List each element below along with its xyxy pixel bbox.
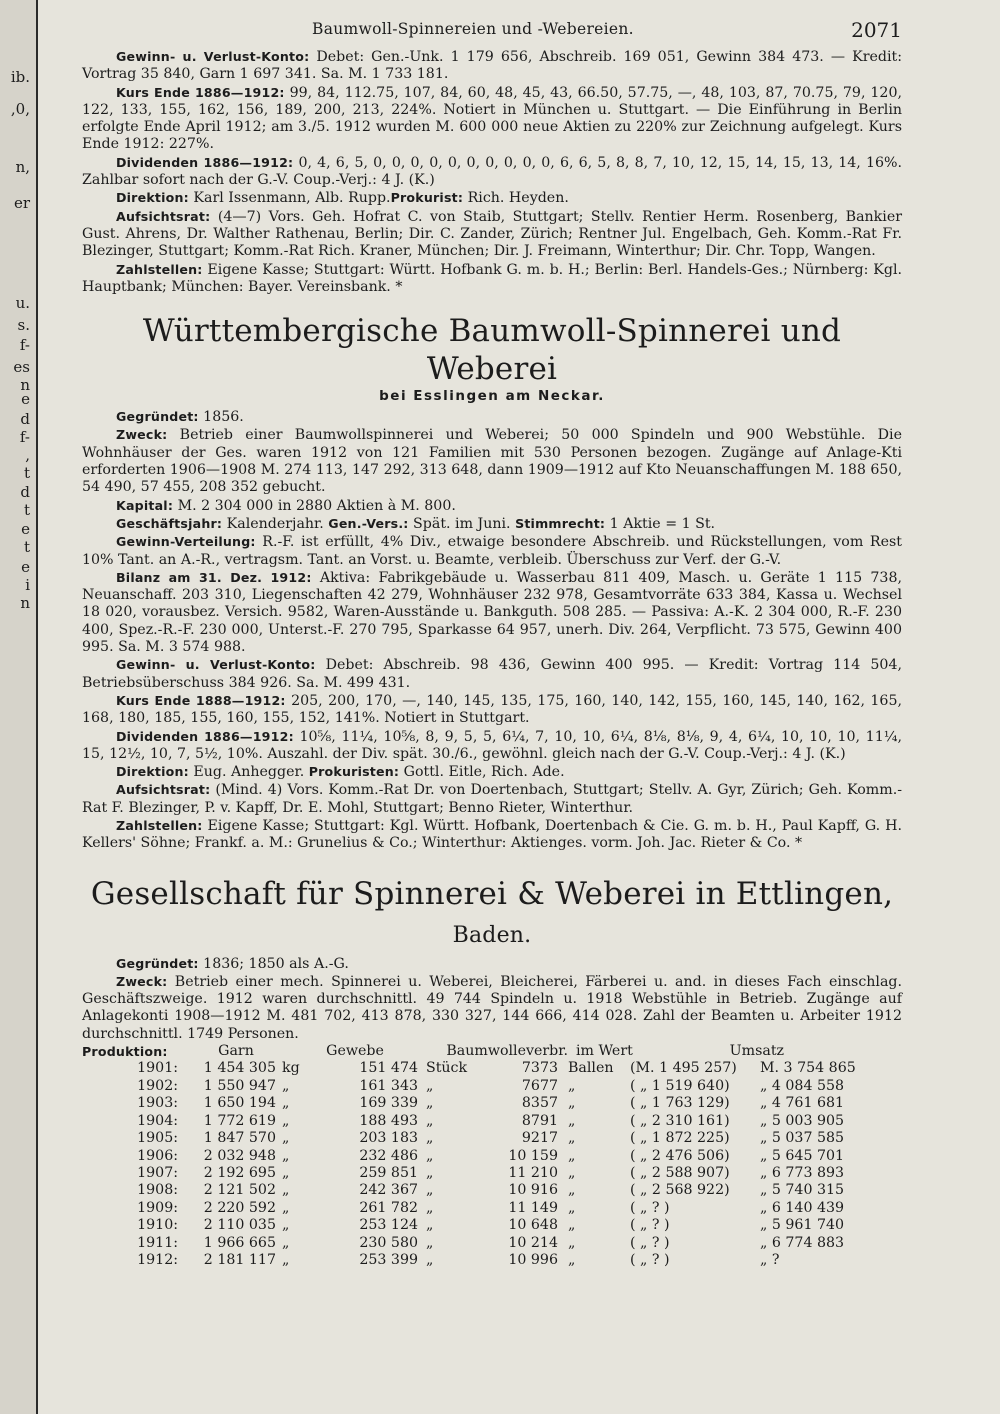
- field-label: Zahlstellen:: [116, 817, 203, 833]
- field-text: Spät. im Juni.: [408, 515, 516, 532]
- field-text: 1 Aktie = 1 St.: [605, 515, 716, 532]
- entry-paragraph: [82, 763, 902, 781]
- entry-paragraph: [82, 728, 902, 764]
- table-cell: M. 3 754 865: [760, 1060, 856, 1077]
- table-cell: 1903:: [137, 1095, 178, 1112]
- table-cell: „: [426, 1147, 434, 1164]
- table-cell: ( „ ? ): [630, 1234, 670, 1251]
- table-cell: 2 220 592: [203, 1199, 276, 1216]
- field-label: Aufsichtsrat:: [116, 782, 211, 798]
- table-cell: 2 192 695: [203, 1164, 276, 1181]
- entry-paragraph: [82, 84, 902, 154]
- table-cell: „: [282, 1199, 290, 1216]
- table-cell: 2 110 035: [203, 1217, 276, 1234]
- field-text: (4—7) Vors. Geh. Hofrat C. von Staib, Stuttgart; Stellv. Rentier Herm. Rosenberg, Bankier Gust. Ahrens, Dr. Walther Rathenau, Berlin; Dir. C. Zander, Zürich; Rentner Jul. Engelbach, Geh. Komm.-Rat Fr. Blezinger, Stuttgart; Komm.-Rat Rich. Kraner, München; Dir. J. Freimann, Winterthur; Dir. Chr. Topp, Wangen.: [82, 208, 902, 260]
- table-cell: „: [282, 1147, 290, 1164]
- field-label: Zweck:: [116, 427, 168, 443]
- margin-fragment: d: [20, 410, 30, 428]
- table-cell: „: [426, 1217, 434, 1234]
- field-label: Dividenden 1886—1912:: [116, 728, 294, 744]
- production-table-header: [82, 1043, 902, 1060]
- margin-fragment: t: [23, 538, 30, 556]
- field-text: Betrieb einer Baumwollspinnerei und Weberei; 50 000 Spindeln und 900 Webstühle. Die Wohnhäuser der Ges. waren 1912 von 121 Familien mit 530 Personen bezogen. Zugänge auf Anlage-Kti erforderten 1906—1908 M. 274 113, 147 292, 313 648, dann 1909—1912 auf Kto Neuanschaffungen M. 188 650, 54 490, 57 455, 208 352 gebucht.: [82, 427, 902, 496]
- section-subtitle: bei Esslingen am Neckar.: [379, 388, 605, 405]
- adjacent-page-margin: [0, 0, 38, 1414]
- table-cell: „: [282, 1182, 290, 1199]
- company-name: Gesellschaft für Spinnerei & Weberei in Ettlingen,: [90, 875, 894, 912]
- margin-fragment: ,: [25, 446, 30, 464]
- table-cell: 10 996: [508, 1251, 558, 1268]
- table-cell: „: [426, 1251, 434, 1268]
- table-cell: 10 159: [508, 1147, 558, 1164]
- table-cell: 203 183: [359, 1130, 418, 1147]
- margin-fragment: n: [20, 594, 30, 612]
- field-label: Gewinn-Verteilung:: [116, 534, 256, 550]
- table-cell: „ 5 740 315: [760, 1182, 845, 1199]
- table-cell: „: [426, 1112, 434, 1129]
- table-cell: „: [426, 1095, 434, 1112]
- margin-fragment: n: [20, 376, 30, 394]
- table-cell: „: [426, 1182, 434, 1199]
- entry-paragraph: [82, 692, 902, 728]
- table-cell: 1 772 619: [203, 1112, 276, 1129]
- table-cell: 1 847 570: [203, 1130, 276, 1147]
- table-cell: 8357: [521, 1095, 558, 1112]
- company-name: Württembergische Baumwoll-Spinnerei und Weberei: [142, 313, 842, 388]
- table-cell: „: [568, 1095, 576, 1112]
- table-cell: „ 5 961 740: [760, 1217, 845, 1234]
- table-cell: 2 121 502: [203, 1182, 276, 1199]
- margin-fragment: t: [23, 464, 30, 482]
- margin-fragment: i: [25, 576, 30, 594]
- field-label: Gewinn- u. Verlust-Konto:: [116, 49, 310, 64]
- field-label: Gegründet:: [116, 409, 199, 425]
- margin-fragment: e: [21, 520, 30, 538]
- table-cell: „: [426, 1164, 434, 1181]
- field-label: Kurs Ende 1888—1912:: [116, 692, 286, 708]
- entry-paragraph: [82, 154, 902, 190]
- table-cell: 1906:: [137, 1147, 178, 1164]
- table-cell: „: [282, 1217, 290, 1234]
- table-cell: 1911:: [137, 1234, 178, 1251]
- table-cell: 7373: [521, 1060, 558, 1077]
- entry-paragraph: [82, 208, 902, 261]
- running-header: [82, 18, 902, 48]
- table-cell: 1910:: [137, 1217, 178, 1234]
- table-cell: „: [568, 1077, 576, 1094]
- header-wert: im Wert: [576, 1043, 633, 1060]
- field-text: Debet: Gen.-Unk. 1 179 656, Abschreib. 169 051, Gewinn 384 473. — Kredit: Vortrag 35 840, Garn 1 697 341. Sa. M. 1 733 181.: [82, 49, 902, 83]
- table-cell: ( „ ? ): [630, 1251, 670, 1268]
- table-row: [82, 1113, 902, 1130]
- table-cell: 10 648: [508, 1217, 558, 1234]
- table-cell: 10 916: [508, 1182, 558, 1199]
- table-cell: 259 851: [359, 1164, 418, 1181]
- entry-paragraph: [82, 515, 902, 533]
- table-cell: 1912:: [137, 1251, 178, 1268]
- table-cell: „: [568, 1217, 576, 1234]
- margin-fragment: e: [21, 558, 30, 576]
- entry-paragraph: [82, 569, 902, 656]
- field-text: (Mind. 4) Vors. Komm.-Rat Dr. von Doertenbach, Stuttgart; Stellv. A. Gyr, Zürich; Geh. Komm.-Rat F. Blezinger, P. v. Kapff, Dr. E. Mohl, Stuttgart; Benno Rieter, Winterthur.: [82, 782, 902, 816]
- table-cell: „: [426, 1234, 434, 1251]
- entry-paragraph: [82, 955, 902, 973]
- table-cell: Stück: [426, 1060, 468, 1077]
- margin-fragment: er: [13, 194, 30, 212]
- field-label: Bilanz am 31. Dez. 1912:: [116, 569, 312, 585]
- table-cell: „: [282, 1251, 290, 1268]
- field-label: Kurs Ende 1886—1912:: [116, 84, 285, 100]
- margin-fragment: ,0,: [10, 100, 30, 118]
- margin-fragment: f-: [19, 336, 30, 354]
- table-row: [82, 1060, 902, 1077]
- table-cell: 161 343: [359, 1077, 418, 1094]
- header-garn: Garn: [218, 1043, 254, 1060]
- header-umsatz: Umsatz: [729, 1043, 784, 1060]
- table-cell: 1904:: [137, 1112, 178, 1129]
- table-cell: „: [568, 1112, 576, 1129]
- margin-fragment: n,: [15, 158, 30, 176]
- entry-paragraph: [82, 48, 902, 84]
- field-text: 1836; 1850 als A.-G.: [198, 955, 349, 972]
- field-label: Direktion:: [116, 190, 189, 206]
- entry-paragraph: [82, 781, 902, 817]
- table-row: [82, 1130, 902, 1147]
- table-cell: 9217: [521, 1130, 558, 1147]
- table-cell: ( „ 1 763 129): [630, 1095, 730, 1112]
- table-cell: „: [426, 1077, 434, 1094]
- table-cell: „ 6 140 439: [760, 1199, 845, 1216]
- field-label: Gegründet:: [116, 955, 199, 971]
- table-row: [82, 1078, 902, 1095]
- table-cell: „ 5 003 905: [760, 1112, 845, 1129]
- field-label: Direktion:: [116, 764, 189, 780]
- table-row: [82, 1095, 902, 1112]
- table-cell: „: [568, 1199, 576, 1216]
- field-label: Geschäftsjahr:: [116, 515, 223, 531]
- section-title: [82, 312, 902, 388]
- production-table-body: [82, 1060, 902, 1269]
- entry-paragraph: [82, 817, 902, 853]
- table-cell: 188 493: [359, 1112, 418, 1129]
- entry-paragraph: [82, 656, 902, 692]
- table-cell: 253 399: [359, 1251, 418, 1268]
- margin-fragment: e: [21, 390, 30, 408]
- table-cell: 2 181 117: [203, 1251, 276, 1268]
- production-label: Produktion:: [82, 1044, 168, 1060]
- table-cell: 7677: [521, 1077, 558, 1094]
- table-cell: ( „ 2 588 907): [630, 1164, 730, 1181]
- table-cell: „: [568, 1130, 576, 1147]
- margin-fragment: u.: [15, 294, 30, 312]
- company-location: Baden.: [452, 922, 532, 948]
- entry-paragraph: [82, 261, 902, 297]
- table-cell: 10 214: [508, 1234, 558, 1251]
- table-cell: 242 367: [359, 1182, 418, 1199]
- entry-paragraph: [82, 408, 902, 426]
- table-cell: Ballen: [568, 1060, 614, 1077]
- page-body: [82, 18, 902, 1269]
- table-cell: „: [282, 1077, 290, 1094]
- table-cell: (M. 1 495 257): [630, 1060, 737, 1077]
- page-number: 2071: [851, 18, 902, 42]
- table-cell: 253 124: [359, 1217, 418, 1234]
- field-text: Kalenderjahr.: [222, 515, 329, 532]
- table-cell: 230 580: [359, 1234, 418, 1251]
- field-text: Karl Issenmann, Alb. Rupp.: [188, 190, 391, 207]
- table-cell: „: [568, 1182, 576, 1199]
- table-cell: ( „ ? ): [630, 1217, 670, 1234]
- table-row: [82, 1235, 902, 1252]
- table-cell: 1 550 947: [203, 1077, 276, 1094]
- section-title: [82, 875, 902, 955]
- field-label: Zahlstellen:: [116, 261, 203, 277]
- table-row: [82, 1182, 902, 1199]
- field-label: Gewinn- u. Verlust-Konto:: [116, 657, 316, 673]
- field-text: 10⅝, 11¼, 10⅝, 8, 9, 5, 5, 6¼, 7, 10, 10, 6¼, 8⅛, 8⅛, 9, 4, 6¼, 10, 10, 10, 11¼, 15, 12½, 10, 7, 5½, 10%. Auszahl. der Div. spät. 30./6., gewöhnl. gleich nach der G.-V. Coup.-Verj.: 4 J. (K.): [82, 728, 902, 762]
- table-cell: 1 650 194: [203, 1095, 276, 1112]
- field-text: Aktiva: Fabrikgebäude u. Wasserbau 811 409, Masch. u. Geräte 1 115 738, Neuanschaff. 203 310, Liegenschaften 42 279, Wohnhäuser 232 978, Gesamtvorräte 633 384, Kassa u. Wechsel 18 020, vorausbez. Versich. 9582, Waren-Ausstände u. Bankguth. 508 285. — Passiva: A.-K. 2 304 000, R.-F. 230 400, Spez.-R.-F. 230 000, Unterst.-F. 270 795, Sparkasse 64 957, unerh. Div. 264, Verpflicht. 73 575, Gewinn 400 995. Sa. M. 3 574 988.: [82, 569, 902, 656]
- table-cell: 261 782: [359, 1199, 418, 1216]
- table-cell: ( „ 2 476 506): [630, 1147, 730, 1164]
- table-cell: 151 474: [359, 1060, 418, 1077]
- table-cell: „: [568, 1234, 576, 1251]
- company-entry-ettlingen: [82, 955, 902, 1043]
- margin-fragment: f-: [19, 428, 30, 446]
- table-cell: 1909:: [137, 1199, 178, 1216]
- margin-fragment: ib.: [10, 68, 30, 86]
- table-cell: „: [568, 1164, 576, 1181]
- table-cell: 1901:: [137, 1060, 178, 1077]
- table-cell: 2 032 948: [203, 1147, 276, 1164]
- table-row: [82, 1165, 902, 1182]
- field-label: Prokuristen:: [308, 764, 400, 780]
- entry-paragraph: [82, 497, 902, 515]
- table-cell: 11 149: [508, 1199, 558, 1216]
- table-cell: 1905:: [137, 1130, 178, 1147]
- table-cell: 1 966 665: [203, 1234, 276, 1251]
- margin-fragment: s.: [17, 316, 30, 334]
- table-cell: 1902:: [137, 1077, 178, 1094]
- field-label: Stimmrecht:: [515, 515, 606, 531]
- table-cell: „: [282, 1234, 290, 1251]
- field-text: Debet: Abschreib. 98 436, Gewinn 400 995. — Kredit: Vortrag 114 504, Betriebsüberschuss 384 926. Sa. M. 499 431.: [82, 657, 902, 691]
- header-baumwolleverbr: Baumwolleverbr.: [446, 1043, 568, 1060]
- field-label: Gen.-Vers.:: [328, 515, 409, 531]
- table-cell: „: [282, 1164, 290, 1181]
- field-text: Eug. Anhegger.: [188, 764, 309, 781]
- table-cell: ( „ 1 872 225): [630, 1130, 730, 1147]
- table-row: [82, 1148, 902, 1165]
- margin-fragment: d: [20, 483, 30, 501]
- table-cell: „ 5 645 701: [760, 1147, 845, 1164]
- entry-paragraph: [82, 426, 902, 496]
- field-label: Dividenden 1886—1912:: [116, 154, 294, 170]
- field-text: Gottl. Eitle, Rich. Ade.: [399, 764, 565, 781]
- field-label: Aufsichtsrat:: [116, 208, 211, 224]
- carryover-entry: [82, 48, 902, 296]
- table-cell: „ ?: [760, 1251, 780, 1268]
- field-text: 1856.: [198, 409, 244, 426]
- table-cell: 1907:: [137, 1164, 178, 1181]
- field-text: 99, 84, 112.75, 107, 84, 60, 48, 45, 43, 66.50, 57.75, —, 48, 103, 87, 70.75, 79, 120, 122, 133, 155, 162, 156, 189, 200, 213, 224%. Notiert in München u. Stuttgart. — Die Einführung in Berlin erfolgte Ende April 1912; am 3./5. 1912 wurden M. 600 000 neue Aktien zu 220% zur Zeichnung aufgelegt. Kurs Ende 1912: 227%.: [82, 84, 902, 153]
- table-cell: 169 339: [359, 1095, 418, 1112]
- margin-fragment: t: [23, 501, 30, 519]
- header-gewebe: Gewebe: [326, 1043, 384, 1060]
- table-cell: „: [282, 1112, 290, 1129]
- entry-paragraph: [82, 533, 902, 569]
- field-label: Prokurist:: [390, 190, 464, 206]
- table-cell: ( „ 2 568 922): [630, 1182, 730, 1199]
- table-cell: „: [568, 1251, 576, 1268]
- table-cell: „ 6 774 883: [760, 1234, 845, 1251]
- field-text: Eigene Kasse; Stuttgart: Kgl. Württ. Hofbank, Doertenbach & Cie. G. m. b. H., Paul Kapff, G. H. Kellers' Söhne; Frankf. a. M.: Grunelius & Co.; Winterthur: Aktienges. vorm. Joh. Jac. Rieter & Co. *: [82, 817, 902, 852]
- table-cell: „: [282, 1130, 290, 1147]
- entry-paragraph: [82, 189, 902, 207]
- entry-paragraph: [82, 973, 902, 1043]
- table-cell: „: [568, 1147, 576, 1164]
- table-cell: 11 210: [508, 1164, 558, 1181]
- table-cell: „ 4 084 558: [760, 1077, 845, 1094]
- table-cell: „ 5 037 585: [760, 1130, 845, 1147]
- field-text: M. 2 304 000 in 2880 Aktien à M. 800.: [173, 497, 456, 514]
- table-cell: ( „ 1 519 640): [630, 1077, 730, 1094]
- field-text: 0, 4, 6, 5, 0, 0, 0, 0, 0, 0, 0, 0, 0, 0, 6, 6, 5, 8, 8, 7, 10, 12, 15, 14, 15, 13, 14, 16%. Zahlbar sofort nach der G.-V. Coup.-Verj.: 4 J. (K.): [82, 154, 902, 189]
- field-text: Rich. Heyden.: [463, 190, 569, 207]
- company-entry-wuerttembergische: [82, 408, 902, 852]
- table-cell: 1 454 305: [203, 1060, 276, 1077]
- table-row: [82, 1217, 902, 1234]
- table-row: [82, 1252, 902, 1269]
- margin-fragment: es: [13, 358, 30, 376]
- table-cell: „ 4 761 681: [760, 1095, 845, 1112]
- field-label: Zweck:: [116, 973, 168, 989]
- table-cell: 1908:: [137, 1182, 178, 1199]
- field-text: R.-F. ist erfüllt, 4% Div., etwaige besondere Abschreib. und Rückstellungen, vom Rest 10% Tant. an A.-R., vertragsm. Tant. an Vorst. u. Beamte, verbleib. Überschuss zur Verf. der G.-V.: [82, 534, 902, 568]
- table-cell: kg: [282, 1060, 300, 1077]
- table-cell: ( „ ? ): [630, 1199, 670, 1216]
- table-cell: ( „ 2 310 161): [630, 1112, 730, 1129]
- field-label: Kapital:: [116, 497, 174, 513]
- table-cell: „: [426, 1199, 434, 1216]
- field-text: Eigene Kasse; Stuttgart: Württ. Hofbank G. m. b. H.; Berlin: Berl. Handels-Ges.; Nürnberg: Kgl. Hauptbank; München: Bayer. Vereinsbank. *: [82, 261, 902, 295]
- table-cell: „: [426, 1130, 434, 1147]
- table-cell: „ 6 773 893: [760, 1164, 845, 1181]
- table-cell: „: [282, 1095, 290, 1112]
- table-cell: 232 486: [359, 1147, 418, 1164]
- field-text: Betrieb einer mech. Spinnerei u. Weberei, Bleicherei, Färberei u. and. in dieses Fach einschlag. Geschäftszweige. 1912 waren durchschnittl. 49 744 Spindeln u. 1918 Webstühle in Betrieb. Zugänge auf Anlagekonti 1908—1912 M. 481 702, 413 878, 330 327, 144 666, 414 028. Zahl der Beamten u. Arbeiter 1912 durchschnittl. 1749 Personen.: [82, 973, 902, 1042]
- table-row: [82, 1200, 902, 1217]
- running-title: Baumwoll-Spinnereien und -Webereien.: [312, 20, 634, 38]
- table-cell: 8791: [521, 1112, 558, 1129]
- field-text: 205, 200, 170, —, 140, 145, 135, 175, 160, 140, 142, 155, 160, 145, 140, 162, 165, 168, 180, 185, 155, 160, 155, 152, 141%. Notiert in Stuttgart.: [82, 692, 902, 727]
